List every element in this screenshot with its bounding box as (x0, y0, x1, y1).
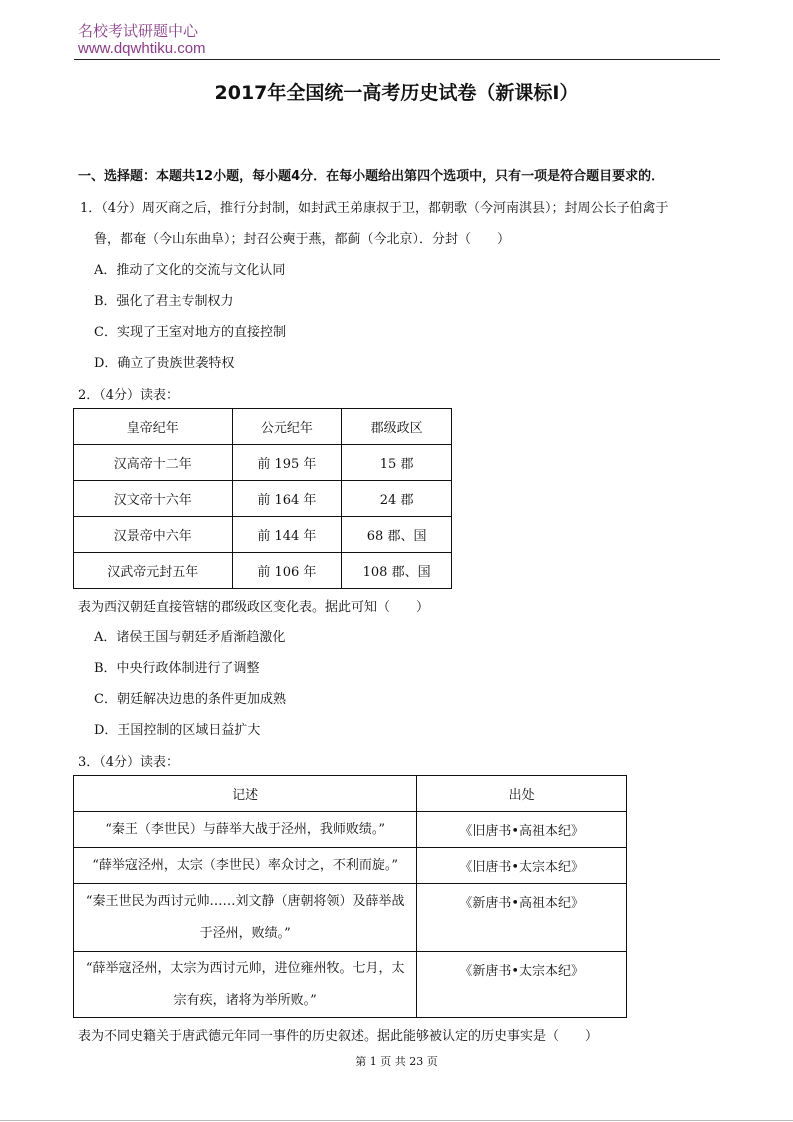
q2-cell: 汉高帝十二年 (74, 445, 233, 481)
q3-source-cell: 《旧唐书•高祖本纪》 (417, 812, 627, 848)
q2-cell: 汉文帝十六年 (74, 481, 233, 517)
q3-table (73, 775, 627, 1018)
q3-record-text-cont: 于泾州，败绩。” (199, 925, 291, 941)
q2-header-cell: 皇帝纪年 (74, 409, 233, 445)
watermark-url: www.dqwhtiku.com (78, 40, 206, 57)
q2-cell: 汉景帝中六年 (74, 517, 233, 553)
q3-record-cell (74, 884, 417, 952)
q3-source-cell: 《新唐书•太宗本纪》 (417, 952, 627, 1018)
table-row (74, 952, 627, 1018)
q3-record-cell (74, 848, 417, 884)
q2-option-b[interactable]: B．中央行政体制进行了调整 (94, 661, 260, 676)
q2-cell: 前 144 年 (232, 517, 342, 553)
table-row (74, 517, 452, 553)
q3-record-text: “薛举寇泾州，太宗（李世民）率众讨之，不利而旋。” (92, 857, 399, 873)
q2-cell: 108 郡、国 (342, 553, 452, 589)
q2-after-text: 表为西汉朝廷直接管辖的郡级政区变化表。据此可知（ ） (78, 600, 430, 615)
page-bottom-edge (0, 1120, 793, 1121)
q2-cell: 24 郡 (342, 481, 452, 517)
q3-record-cell (74, 952, 417, 1018)
table-row (74, 481, 452, 517)
q2-cell: 前 106 年 (232, 553, 342, 589)
page-footer: 第 1 页 共 23 页 (355, 1055, 438, 1068)
q2-option-a[interactable]: A．诸侯王国与朝廷矛盾渐趋激化 (94, 630, 286, 645)
q2-stem: 2．（4分）读表： (78, 388, 180, 403)
header-divider (74, 59, 720, 60)
q1-stem-line2: 鲁，都奄（今山东曲阜）；封召公奭于燕，都蓟（今北京）．分封（ ） (94, 232, 511, 247)
table-row (74, 812, 627, 848)
q3-source-cell: 《新唐书•高祖本纪》 (417, 884, 627, 952)
table-row (74, 553, 452, 589)
q3-record-cell (74, 812, 417, 848)
table-row (74, 445, 452, 481)
q2-cell: 前 195 年 (232, 445, 342, 481)
q2-table (73, 408, 452, 589)
table-row (74, 884, 627, 952)
q3-source-cell: 《旧唐书•太宗本纪》 (417, 848, 627, 884)
q2-cell: 汉武帝元封五年 (74, 553, 233, 589)
q3-header-cell: 记述 (74, 776, 417, 812)
q3-record-text: “秦王世民为西讨元帅……刘文静（唐朝将领）及薛举战 (85, 893, 405, 909)
q3-record-text-cont: 宗有疾，诸将为举所败。” (173, 992, 317, 1008)
q2-option-d[interactable]: D．王国控制的区域日益扩大 (94, 723, 261, 738)
q1-option-a[interactable]: A．推动了文化的交流与文化认同 (94, 263, 286, 278)
table-row (74, 848, 627, 884)
q2-cell: 68 郡、国 (342, 517, 452, 553)
page-title: 2017年全国统一高考历史试卷（新课标Ⅰ） (214, 82, 579, 104)
section-heading: 一、选择题：本题共12小题，每小题4分．在每小题给出第四个选项中，只有一项是符合题目要求的． (78, 169, 665, 184)
q3-header-cell: 出处 (417, 776, 627, 812)
watermark-name: 名校考试研题中心 (78, 22, 199, 40)
q3-stem: 3．（4分）读表： (78, 755, 180, 770)
q1-stem-line1: 1．（4分）周灭商之后，推行分封制，如封武王弟康叔于卫，都朝歌（今河南淇县）；封周公长子伯禽于 (80, 201, 669, 216)
q3-record-text: “薛举寇泾州，太宗为西讨元帅，进位雍州牧。七月，太 (85, 960, 405, 976)
q1-option-d[interactable]: D．确立了贵族世袭特权 (94, 356, 235, 371)
q2-header-cell: 公元纪年 (232, 409, 342, 445)
q2-option-c[interactable]: C．朝廷解决边患的条件更加成熟 (94, 692, 286, 707)
q3-after-text: 表为不同史籍关于唐武德元年同一事件的历史叙述。据此能够被认定的历史事实是（ ） (78, 1029, 599, 1044)
q3-record-text: “秦王（李世民）与薛举大战于泾州，我师败绩。” (105, 821, 386, 837)
q1-option-b[interactable]: B．强化了君主专制权力 (94, 294, 234, 309)
q2-cell: 前 164 年 (232, 481, 342, 517)
q2-header-cell: 郡级政区 (342, 409, 452, 445)
q1-option-c[interactable]: C．实现了王室对地方的直接控制 (94, 325, 286, 340)
q2-cell: 15 郡 (342, 445, 452, 481)
